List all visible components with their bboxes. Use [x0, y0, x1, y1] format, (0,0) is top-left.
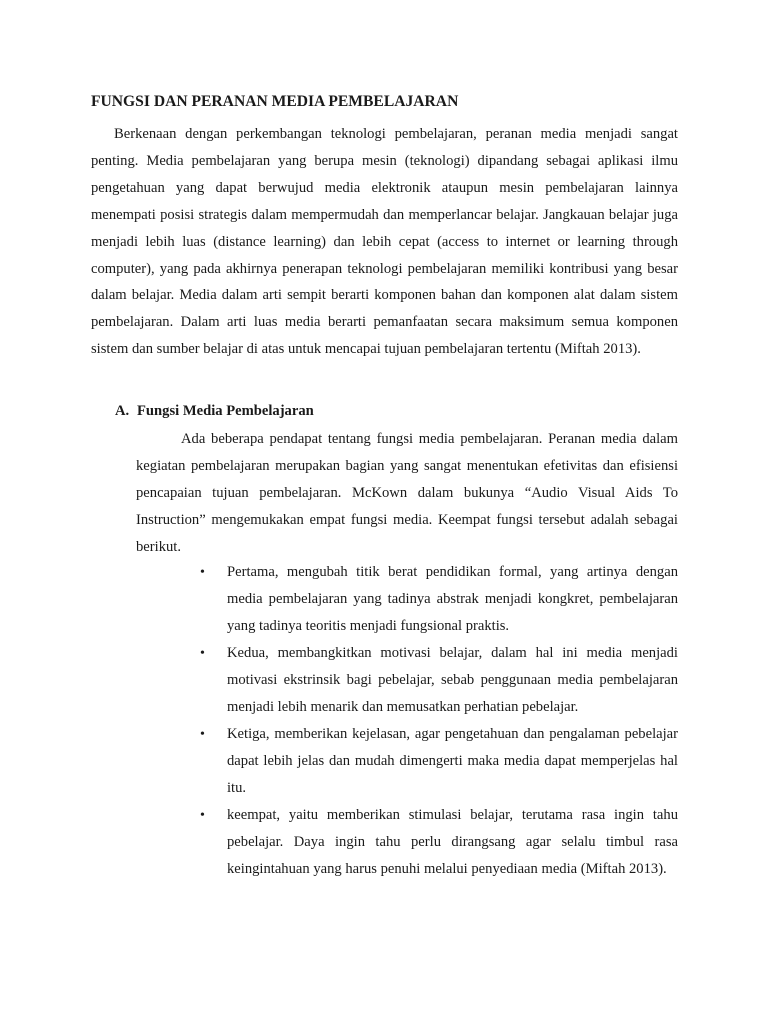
bullet-icon: •	[200, 727, 205, 742]
document-title: FUNGSI DAN PERANAN MEDIA PEMBELAJARAN	[91, 93, 459, 110]
list-item	[200, 802, 678, 883]
intro-paragraph: Berkenaan dengan perkembangan teknologi pembelajaran, peranan media menjadi sangat penting. Media pembelajaran yang berupa mesin (teknologi) dipandang sebagai aplikasi ilmu pengetahuan yang dapat berwujud media elektronik ataupun mesin pembelajaran lainnya menempati posisi strategis dalam mempermudah dan memperlancar belajar. Jangkauan belajar juga menjadi lebih luas (distance learning) dan lebih cepat (access to internet or learning through computer), yang pada akhirnya penerapan teknologi pembelajaran memiliki kontribusi yang besar dalam belajar. Media dalam arti sempit berarti komponen bahan dan komponen alat dalam sistem pembelajaran. Dalam arti luas media berarti pemanfaatan secara maksimum semua komponen sistem dan sumber belajar di atas untuk mencapai tujuan pembelajaran tertentu (Miftah 2013).	[91, 126, 678, 358]
list-item-text: Pertama, mengubah titik berat pendidikan formal, yang artinya dengan media pembelajaran yang tadinya abstrak menjadi kongkret, pembelajaran yang tadinya teoritis menjadi fungsional praktis.	[227, 564, 678, 634]
list-item-text: keempat, yaitu memberikan stimulasi belajar, terutama rasa ingin tahu pebelajar. Daya ingin tahu perlu dirangsang agar selalu timbul rasa keingintahuan yang harus penuhi melalui penyediaan media (Miftah 2013).	[227, 807, 678, 877]
section-a-letter: A.	[115, 403, 130, 419]
list-item	[200, 640, 678, 721]
bullet-icon: •	[200, 646, 205, 661]
section-a-heading	[115, 401, 675, 421]
list-item	[200, 559, 678, 640]
section-a-paragraph: Ada beberapa pendapat tentang fungsi media pembelajaran. Peranan media dalam kegiatan pembelajaran merupakan bagian yang sangat menentukan efetivitas dan efisiensi pencapaian tujuan pembelajaran. McKown dalam bukunya “Audio Visual Aids To Instruction” mengemukakan empat fungsi media. Keempat fungsi tersebut adalah sebagai berikut.	[136, 431, 678, 555]
list-item-text: Ketiga, memberikan kejelasan, agar pengetahuan dan pengalaman pebelajar dapat lebih jelas dan mudah dimengerti maka media dapat memperjelas hal itu.	[227, 726, 678, 796]
list-item	[200, 721, 678, 802]
section-a-heading-text: Fungsi Media Pembelajaran	[137, 403, 314, 419]
list-item-text: Kedua, membangkitkan motivasi belajar, dalam hal ini media menjadi motivasi ekstrinsik bagi pebelajar, sebab penggunaan media pembelajaran menjadi lebih menarik dan memusatkan perhatian pebelajar.	[227, 645, 678, 715]
function-bullet-list	[200, 559, 678, 883]
bullet-icon: •	[200, 565, 205, 580]
bullet-icon: •	[200, 808, 205, 823]
